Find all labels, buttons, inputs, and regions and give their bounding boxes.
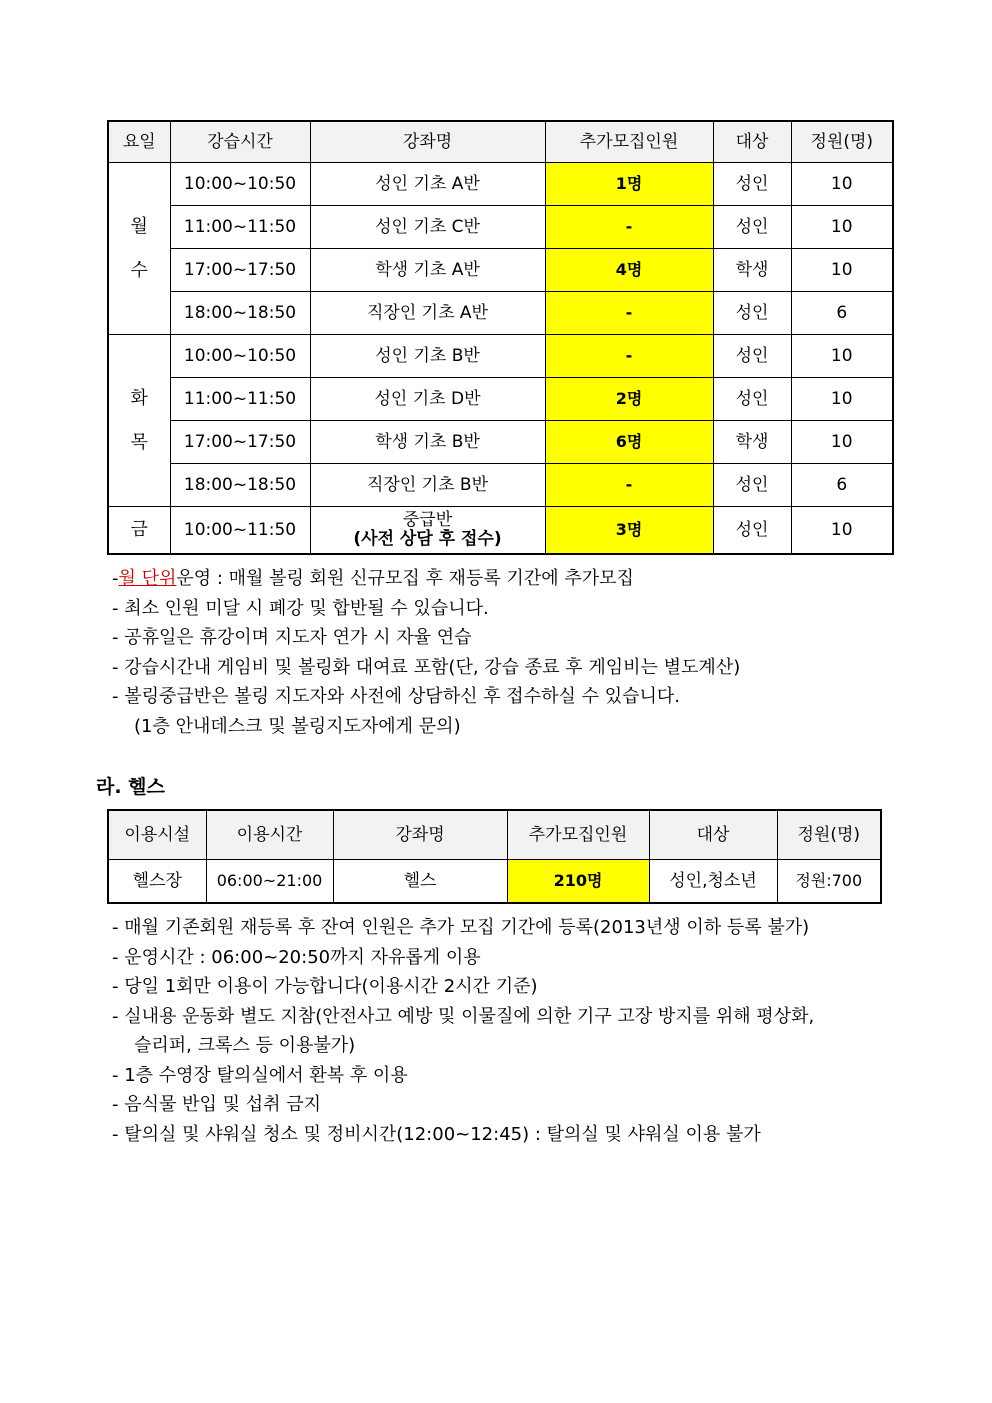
note-item: (1층 안내데스크 및 볼링지도자에게 문의) <box>134 715 461 737</box>
target-cell: 성인 <box>713 507 791 555</box>
header-day: 요일 <box>108 121 170 163</box>
target-cell: 성인 <box>713 292 791 335</box>
course-cell: 성인 기초 B반 <box>310 335 545 378</box>
note-item: - 실내용 운동화 별도 지참(안전사고 예방 및 이물질에 의한 기구 고장 방지를 위해 평상화, <box>112 1005 815 1027</box>
extra-cell: 4명 <box>545 249 713 292</box>
header-time: 이용시간 <box>206 810 333 860</box>
header-target: 대상 <box>713 121 791 163</box>
header-target: 대상 <box>649 810 777 860</box>
time-cell: 18:00~18:50 <box>170 292 310 335</box>
time-cell: 10:00~11:50 <box>170 507 310 555</box>
table-row <box>108 421 893 464</box>
table-row <box>108 860 881 904</box>
monthly-unit-highlight: 월 단위 <box>118 568 177 589</box>
extra-cell: 3명 <box>545 507 713 555</box>
extra-cell: - <box>545 335 713 378</box>
bowling-notes <box>112 564 740 741</box>
day-cell-fri: 금 <box>108 507 170 555</box>
capacity-cell: 6 <box>791 464 893 507</box>
gym-notes <box>112 913 814 1149</box>
day-label: 월 <box>130 215 148 237</box>
header-facility: 이용시설 <box>108 810 206 860</box>
header-capacity: 정원(명) <box>777 810 881 860</box>
time-cell: 10:00~10:50 <box>170 163 310 206</box>
note-text: 운영 : 매월 볼링 회원 신규모집 후 재등록 기간에 추가모집 <box>176 568 634 589</box>
table-header-row <box>108 810 881 860</box>
day-label: 화 <box>130 387 148 409</box>
note-prefix: - <box>112 568 119 589</box>
target-cell: 성인 <box>713 378 791 421</box>
time-cell: 17:00~17:50 <box>170 249 310 292</box>
note-item: 슬리퍼, 크록스 등 이용불가) <box>134 1035 356 1056</box>
course-cell: 헬스 <box>333 860 507 904</box>
note-item: - 볼링중급반은 볼링 지도자와 사전에 상담하신 후 접수하실 수 있습니다. <box>112 686 680 707</box>
time-cell: 06:00~21:00 <box>206 860 333 904</box>
header-extra: 추가모집인원 <box>545 121 713 163</box>
time-cell: 11:00~11:50 <box>170 378 310 421</box>
target-cell: 성인 <box>713 206 791 249</box>
facility-cell: 헬스장 <box>108 860 206 904</box>
table-row <box>108 464 893 507</box>
note-item <box>112 564 740 594</box>
target-cell: 성인 <box>713 335 791 378</box>
capacity-cell: 10 <box>791 206 893 249</box>
note-item: - 매월 기존회원 재등록 후 잔여 인원은 추가 모집 기간에 등록(2013년생 이하 등록 불가) <box>112 917 810 938</box>
note-item: - 당일 1회만 이용이 가능합니다(이용시간 2시간 기준) <box>112 976 538 997</box>
course-cell: 직장인 기초 B반 <box>310 464 545 507</box>
capacity-cell: 10 <box>791 249 893 292</box>
day-cell-tue-thu <box>108 335 170 507</box>
time-cell: 18:00~18:50 <box>170 464 310 507</box>
extra-cell: 2명 <box>545 378 713 421</box>
course-cell: 직장인 기초 A반 <box>310 292 545 335</box>
header-course: 강좌명 <box>333 810 507 860</box>
day-label: 수 <box>130 259 148 281</box>
course-cell: 성인 기초 D반 <box>310 378 545 421</box>
course-cell <box>310 507 545 555</box>
header-course: 강좌명 <box>310 121 545 163</box>
bowling-class-table <box>107 120 894 555</box>
table-row <box>108 163 893 206</box>
note-item: - 음식물 반입 및 섭취 금지 <box>112 1094 321 1115</box>
target-cell: 성인 <box>713 464 791 507</box>
target-cell: 학생 <box>713 249 791 292</box>
course-cell: 성인 기초 A반 <box>310 163 545 206</box>
header-time: 강습시간 <box>170 121 310 163</box>
note-item: - 운영시간 : 06:00~20:50까지 자유롭게 이용 <box>112 946 481 968</box>
header-extra: 추가모집인원 <box>507 810 649 860</box>
extra-cell: 6명 <box>545 421 713 464</box>
capacity-cell: 10 <box>791 378 893 421</box>
course-cell: 성인 기초 C반 <box>310 206 545 249</box>
table-row <box>108 292 893 335</box>
time-cell: 10:00~10:50 <box>170 335 310 378</box>
note-item: - 강습시간내 게임비 및 볼링화 대여료 포함(단, 강습 종료 후 게임비는 별도계산) <box>112 656 741 678</box>
capacity-cell: 10 <box>791 163 893 206</box>
extra-cell: - <box>545 464 713 507</box>
header-capacity: 정원(명) <box>791 121 893 163</box>
capacity-cell: 10 <box>791 421 893 464</box>
extra-cell: - <box>545 292 713 335</box>
capacity-cell: 6 <box>791 292 893 335</box>
section-heading-health: 라. 헬스 <box>96 776 165 798</box>
note-item: - 최소 인원 미달 시 폐강 및 합반될 수 있습니다. <box>112 597 489 619</box>
day-cell-mon-wed <box>108 163 170 335</box>
target-cell: 학생 <box>713 421 791 464</box>
time-cell: 17:00~17:50 <box>170 421 310 464</box>
capacity-cell: 10 <box>791 507 893 555</box>
course-note: (사전 상담 후 접수) <box>353 529 502 549</box>
table-row <box>108 206 893 249</box>
table-header-row <box>108 121 893 163</box>
target-cell: 성인,청소년 <box>649 860 777 904</box>
note-item: - 탈의실 및 샤워실 청소 및 정비시간(12:00~12:45) : 탈의실 및 샤워실 이용 불가 <box>112 1123 761 1145</box>
course-cell: 학생 기초 A반 <box>310 249 545 292</box>
table-row <box>108 335 893 378</box>
course-cell: 학생 기초 B반 <box>310 421 545 464</box>
day-label: 목 <box>130 431 148 453</box>
capacity-cell: 10 <box>791 335 893 378</box>
time-cell: 11:00~11:50 <box>170 206 310 249</box>
table-row <box>108 249 893 292</box>
capacity-cell: 정원:700 <box>777 860 881 904</box>
gym-table <box>107 809 882 904</box>
extra-cell: 210명 <box>507 860 649 904</box>
note-item: - 공휴일은 휴강이며 지도자 연가 시 자율 연습 <box>112 627 472 648</box>
table-row <box>108 378 893 421</box>
note-item: - 1층 수영장 탈의실에서 환복 후 이용 <box>112 1064 408 1086</box>
course-name: 중급반 <box>402 510 453 531</box>
table-row <box>108 507 893 555</box>
extra-cell: - <box>545 206 713 249</box>
extra-cell: 1명 <box>545 163 713 206</box>
target-cell: 성인 <box>713 163 791 206</box>
